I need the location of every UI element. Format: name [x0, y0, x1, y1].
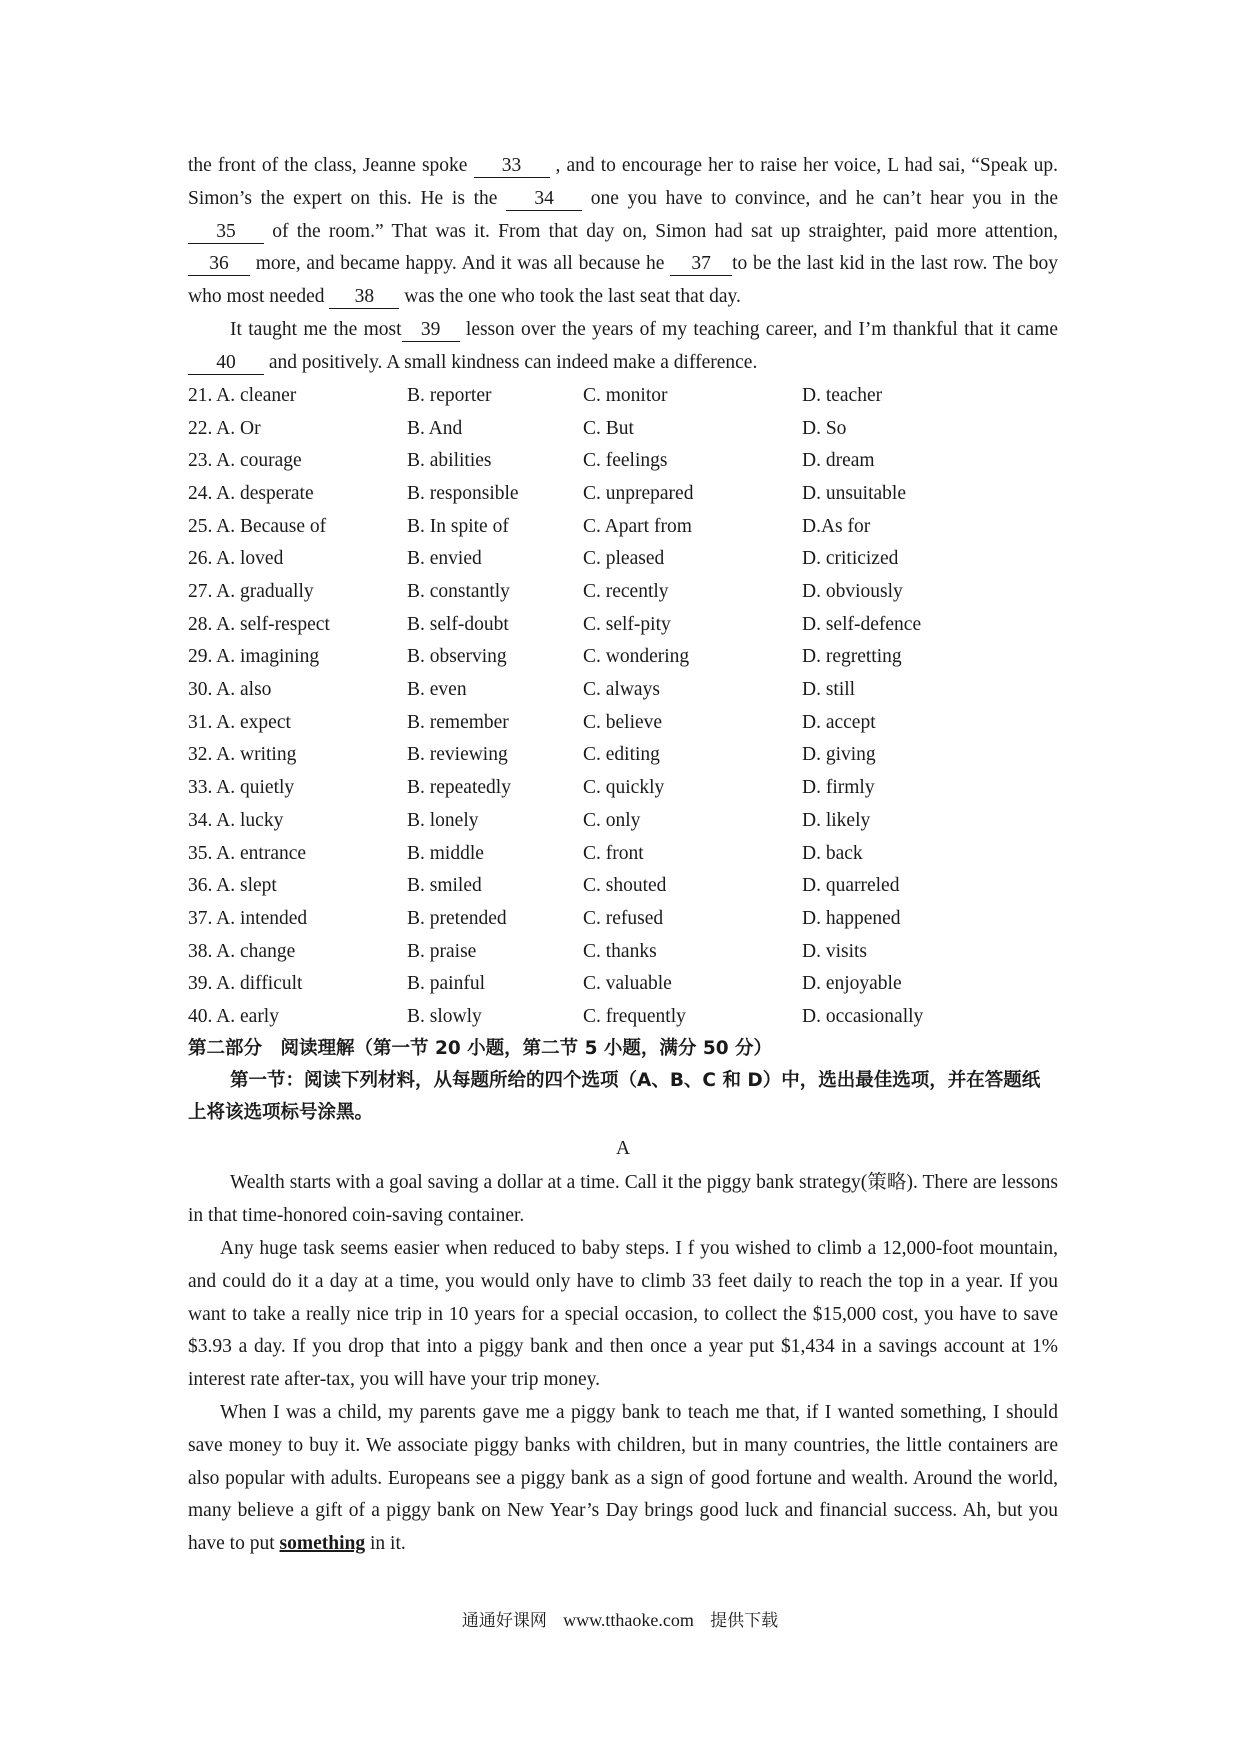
- option-choice: D. teacher: [802, 384, 883, 406]
- option-choice: C. quickly: [583, 777, 665, 799]
- blank-35: 35: [188, 221, 264, 244]
- option-choice: C. recently: [583, 581, 669, 603]
- option-row: [188, 412, 1058, 445]
- option-choice: D. enjoyable: [802, 973, 902, 995]
- option-choice: B. envied: [407, 548, 482, 570]
- option-choice: B. reviewing: [407, 744, 508, 766]
- option-choice: C. unprepared: [583, 482, 694, 504]
- blank-37: 37: [670, 253, 732, 276]
- option-choice: C. wondering: [583, 646, 690, 668]
- option-choice: C. monitor: [583, 384, 668, 406]
- option-row: [188, 935, 1058, 968]
- option-choice: B. And: [407, 417, 463, 439]
- option-choice: D. quarreled: [802, 875, 900, 897]
- option-choice: C. believe: [583, 711, 663, 733]
- option-choice: B. constantly: [407, 581, 510, 603]
- option-choice: 38. A. change: [188, 940, 296, 962]
- option-choice: C. self-pity: [583, 613, 671, 635]
- option-choice: 21. A. cleaner: [188, 384, 297, 406]
- option-choice: B. praise: [407, 940, 477, 962]
- text-run: When I was a child, my parents gave me a piggy bank to teach me that, if I wanted something, I should save money to buy it. We associate piggy banks with children, but in many countries, the little containers are also popular with adults. Europeans see a piggy bank as a sign of good fortune and wealth. Around the world, many believe a gift of a piggy bank on New Year’s Day brings good luck and financial success. Ah, but you have to put: [188, 1401, 1058, 1555]
- option-choice: D. So: [802, 417, 847, 439]
- option-choice: D. unsuitable: [802, 482, 906, 504]
- option-choice: B. In spite of: [407, 515, 509, 537]
- option-row: [188, 641, 1058, 674]
- option-choice: C. refused: [583, 907, 664, 929]
- footer-download: 提供下载: [710, 1611, 779, 1631]
- passage-label: A: [615, 1138, 631, 1160]
- option-choice: 26. A. loved: [188, 548, 284, 570]
- option-choice: D. accept: [802, 711, 876, 733]
- exam-page: [188, 150, 1058, 1561]
- passage-a-paragraph-3: [188, 1397, 1058, 1561]
- option-choice: 40. A. early: [188, 1005, 279, 1027]
- option-choice: 28. A. self-respect: [188, 613, 330, 635]
- option-choice: 22. A. Or: [188, 417, 261, 439]
- blank-34: 34: [506, 188, 582, 211]
- cloze-paragraph-1: [188, 150, 1058, 314]
- option-choice: B. responsible: [407, 482, 519, 504]
- text-run: It taught me the most: [230, 318, 402, 340]
- option-choice: D.As for: [802, 515, 871, 537]
- option-choice: C. always: [583, 679, 660, 701]
- page-footer: [0, 1606, 1240, 1631]
- text-run: , and to encourage her to raise her voice, L had sai, “Speak up. Simon’s the expert on this. He is the: [188, 155, 1058, 209]
- option-choice: 27. A. gradually: [188, 581, 314, 603]
- blank-33: 33: [474, 155, 550, 178]
- option-choice: C. pleased: [583, 548, 665, 570]
- option-row: [188, 805, 1058, 838]
- passage-a-paragraph-2: Any huge task seems easier when reduced to baby steps. I f you wished to climb a 12,000-foot mountain, and could do it a day at a time, you would only have to climb 33 feet daily to reach the top in a year. If you want to take a really nice trip in 10 years for a special occasion, to collect the $15,000 cost, you have to save $3.93 a day. If you drop that into a piggy bank and then once a year put $1,434 in a savings account at 1% interest rate after-tax, you will have your trip money.: [188, 1237, 1058, 1391]
- option-choice: C. thanks: [583, 940, 657, 962]
- option-row: [188, 968, 1058, 1001]
- option-choice: B. pretended: [407, 907, 507, 929]
- option-choice: 25. A. Because of: [188, 515, 327, 537]
- option-row: [188, 772, 1058, 805]
- option-choice: B. self-doubt: [407, 613, 509, 635]
- option-choice: D. back: [802, 842, 863, 864]
- option-row: [188, 706, 1058, 739]
- blank-36: 36: [188, 253, 250, 276]
- option-choice: 34. A. lucky: [188, 809, 284, 831]
- option-choice: 23. A. courage: [188, 450, 302, 472]
- option-choice: D. still: [802, 679, 856, 701]
- option-choice: D. criticized: [802, 548, 899, 570]
- option-row: [188, 380, 1058, 413]
- option-choice: B. middle: [407, 842, 484, 864]
- option-choice: B. reporter: [407, 384, 492, 406]
- option-row: [188, 870, 1058, 903]
- option-choice: B. observing: [407, 646, 507, 668]
- option-row: [188, 837, 1058, 870]
- footer-site-name: 通通好课网: [461, 1611, 547, 1631]
- option-choice: D. self-defence: [802, 613, 922, 635]
- option-choice: 36. A. slept: [188, 875, 277, 897]
- option-choice: C. front: [583, 842, 644, 864]
- blank-38: 38: [329, 286, 399, 309]
- option-choice: 31. A. expect: [188, 711, 291, 733]
- option-choice: 39. A. difficult: [188, 973, 303, 995]
- passage-a-paragraph-1: Wealth starts with a goal saving a dollar at a time. Call it the piggy bank strategy(策略). There are lessons in that time-honored coin-saving container.: [188, 1172, 1058, 1227]
- option-row: [188, 576, 1058, 609]
- cloze-paragraph-2: [188, 314, 1058, 380]
- option-choice: C. only: [583, 809, 641, 831]
- option-choice: C. editing: [583, 744, 660, 766]
- option-choice: C. But: [583, 417, 634, 439]
- option-choice: B. lonely: [407, 809, 479, 831]
- option-choice: D. happened: [802, 907, 901, 929]
- option-row: [188, 739, 1058, 772]
- option-choice: B. painful: [407, 973, 485, 995]
- option-choice: B. abilities: [407, 450, 492, 472]
- option-choice: D. firmly: [802, 777, 875, 799]
- underlined-word: something: [279, 1533, 366, 1555]
- option-row: [188, 478, 1058, 511]
- option-choice: C. frequently: [583, 1005, 686, 1027]
- option-choice: C. feelings: [583, 450, 668, 472]
- option-choice: D. likely: [802, 809, 871, 831]
- section-instruction: 第一节：阅读下列材料，从每题所给的四个选项（A、B、C 和 D）中，选出最佳选项，并在答题纸上将该选项标号涂黑。: [188, 1070, 1041, 1124]
- option-choice: 29. A. imagining: [188, 646, 320, 668]
- text-run: in it.: [365, 1533, 406, 1555]
- text-run: to be the last kid in the last row. The boy who most needed: [188, 253, 1058, 308]
- option-choice: D. occasionally: [802, 1005, 924, 1027]
- option-row: [188, 903, 1058, 936]
- option-row: [188, 608, 1058, 641]
- option-row: [188, 510, 1058, 543]
- option-row: [188, 1001, 1058, 1034]
- option-choice: B. remember: [407, 711, 509, 733]
- text-run: was the one who took the last seat that day.: [399, 286, 741, 308]
- option-choice: C. Apart from: [583, 515, 692, 537]
- section-heading: 第二部分 阅读理解（第一节 20 小题，第二节 5 小题，满分 50 分）: [188, 1038, 773, 1060]
- option-choice: 37. A. intended: [188, 907, 308, 929]
- text-run: one you have to convince, and he can’t hear you in the: [582, 187, 1058, 209]
- option-choice: 32. A. writing: [188, 744, 297, 766]
- options-list: [188, 380, 1058, 1034]
- text-run: and positively. A small kindness can indeed make a difference.: [264, 351, 758, 373]
- option-choice: 24. A. desperate: [188, 482, 314, 504]
- option-choice: D. visits: [802, 940, 868, 962]
- option-choice: D. dream: [802, 450, 875, 472]
- text-run: of the room.” That was it. From that day on, Simon had sat up straighter, paid more attention,: [264, 220, 1058, 242]
- option-choice: 30. A. also: [188, 679, 272, 701]
- option-choice: D. obviously: [802, 581, 903, 603]
- option-row: [188, 445, 1058, 478]
- footer-url: www.tthaoke.com: [563, 1610, 694, 1630]
- option-choice: C. valuable: [583, 973, 672, 995]
- option-choice: C. shouted: [583, 875, 667, 897]
- text-run: lesson over the years of my teaching career, and I’m thankful that it came: [459, 318, 1058, 340]
- option-choice: D. giving: [802, 744, 876, 766]
- text-run: more, and became happy. And it was all because he: [250, 253, 671, 275]
- option-choice: 33. A. quietly: [188, 777, 295, 799]
- option-choice: B. smiled: [407, 875, 482, 897]
- blank-39: 39: [402, 319, 460, 342]
- text-run: the front of the class, Jeanne spoke: [188, 155, 474, 176]
- option-choice: B. even: [407, 679, 467, 701]
- option-choice: B. repeatedly: [407, 777, 511, 799]
- option-choice: B. slowly: [407, 1005, 482, 1027]
- blank-40: 40: [188, 352, 264, 375]
- option-row: [188, 543, 1058, 576]
- option-choice: D. regretting: [802, 646, 902, 668]
- option-row: [188, 674, 1058, 707]
- option-choice: 35. A. entrance: [188, 842, 307, 864]
